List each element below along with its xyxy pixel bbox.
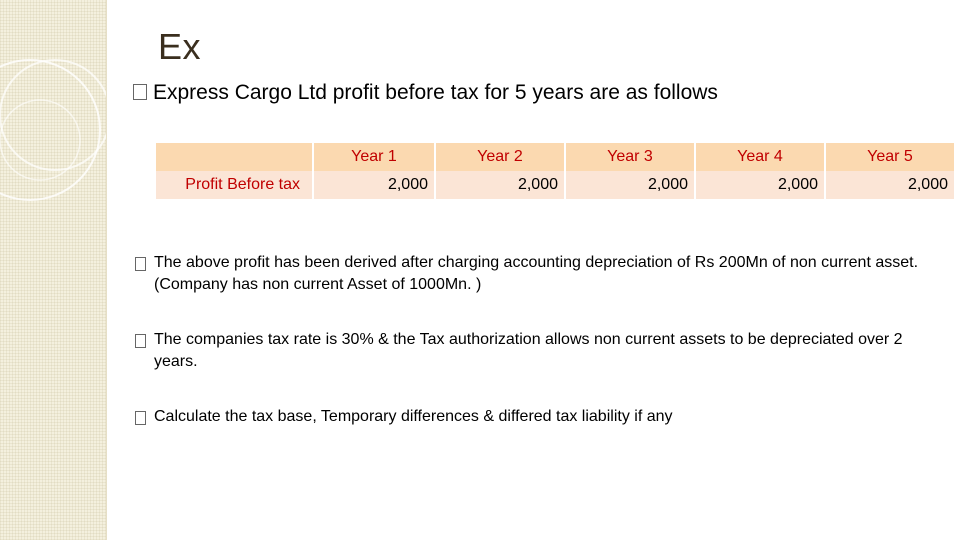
bullet-point (135, 406, 925, 428)
table-header-cell: Year 1 (314, 143, 434, 171)
swirl-decoration (0, 0, 106, 540)
bullet-box-icon (133, 84, 147, 100)
bullet-box-icon (135, 334, 146, 348)
table-cell: 2,000 (826, 171, 954, 199)
table-header-cell: Year 4 (696, 143, 824, 171)
bullet-text: Calculate the tax base, Temporary differences & differed tax liability if any (154, 408, 673, 425)
intro-text: Express Cargo Ltd profit before tax for 5 years are as follows (153, 81, 718, 104)
bullet-text: The above profit has been derived after charging accounting depreciation of Rs 200Mn of non current asset. (Company has non current Asset of 1000Mn. ) (154, 254, 919, 293)
slide-title: Ex (158, 26, 202, 67)
table-row (156, 171, 954, 199)
bullet-point (135, 252, 925, 296)
table-header-cell: Year 2 (436, 143, 564, 171)
decorative-sidebar (0, 0, 107, 540)
bullet-point (135, 329, 925, 373)
table-cell: 2,000 (696, 171, 824, 199)
table-header-cell: Year 3 (566, 143, 694, 171)
table-corner-cell (156, 143, 312, 171)
profit-table (154, 143, 956, 199)
bullet-text: The companies tax rate is 30% & the Tax authorization allows non current assets to be depreciated over 2 years. (154, 331, 903, 370)
row-label: Profit Before tax (156, 171, 312, 199)
intro-line (133, 81, 718, 105)
table-cell: 2,000 (436, 171, 564, 199)
table-header-row (156, 143, 954, 171)
table-cell: 2,000 (566, 171, 694, 199)
bullet-box-icon (135, 411, 146, 425)
table-header-cell: Year 5 (826, 143, 954, 171)
table-cell: 2,000 (314, 171, 434, 199)
bullet-box-icon (135, 257, 146, 271)
